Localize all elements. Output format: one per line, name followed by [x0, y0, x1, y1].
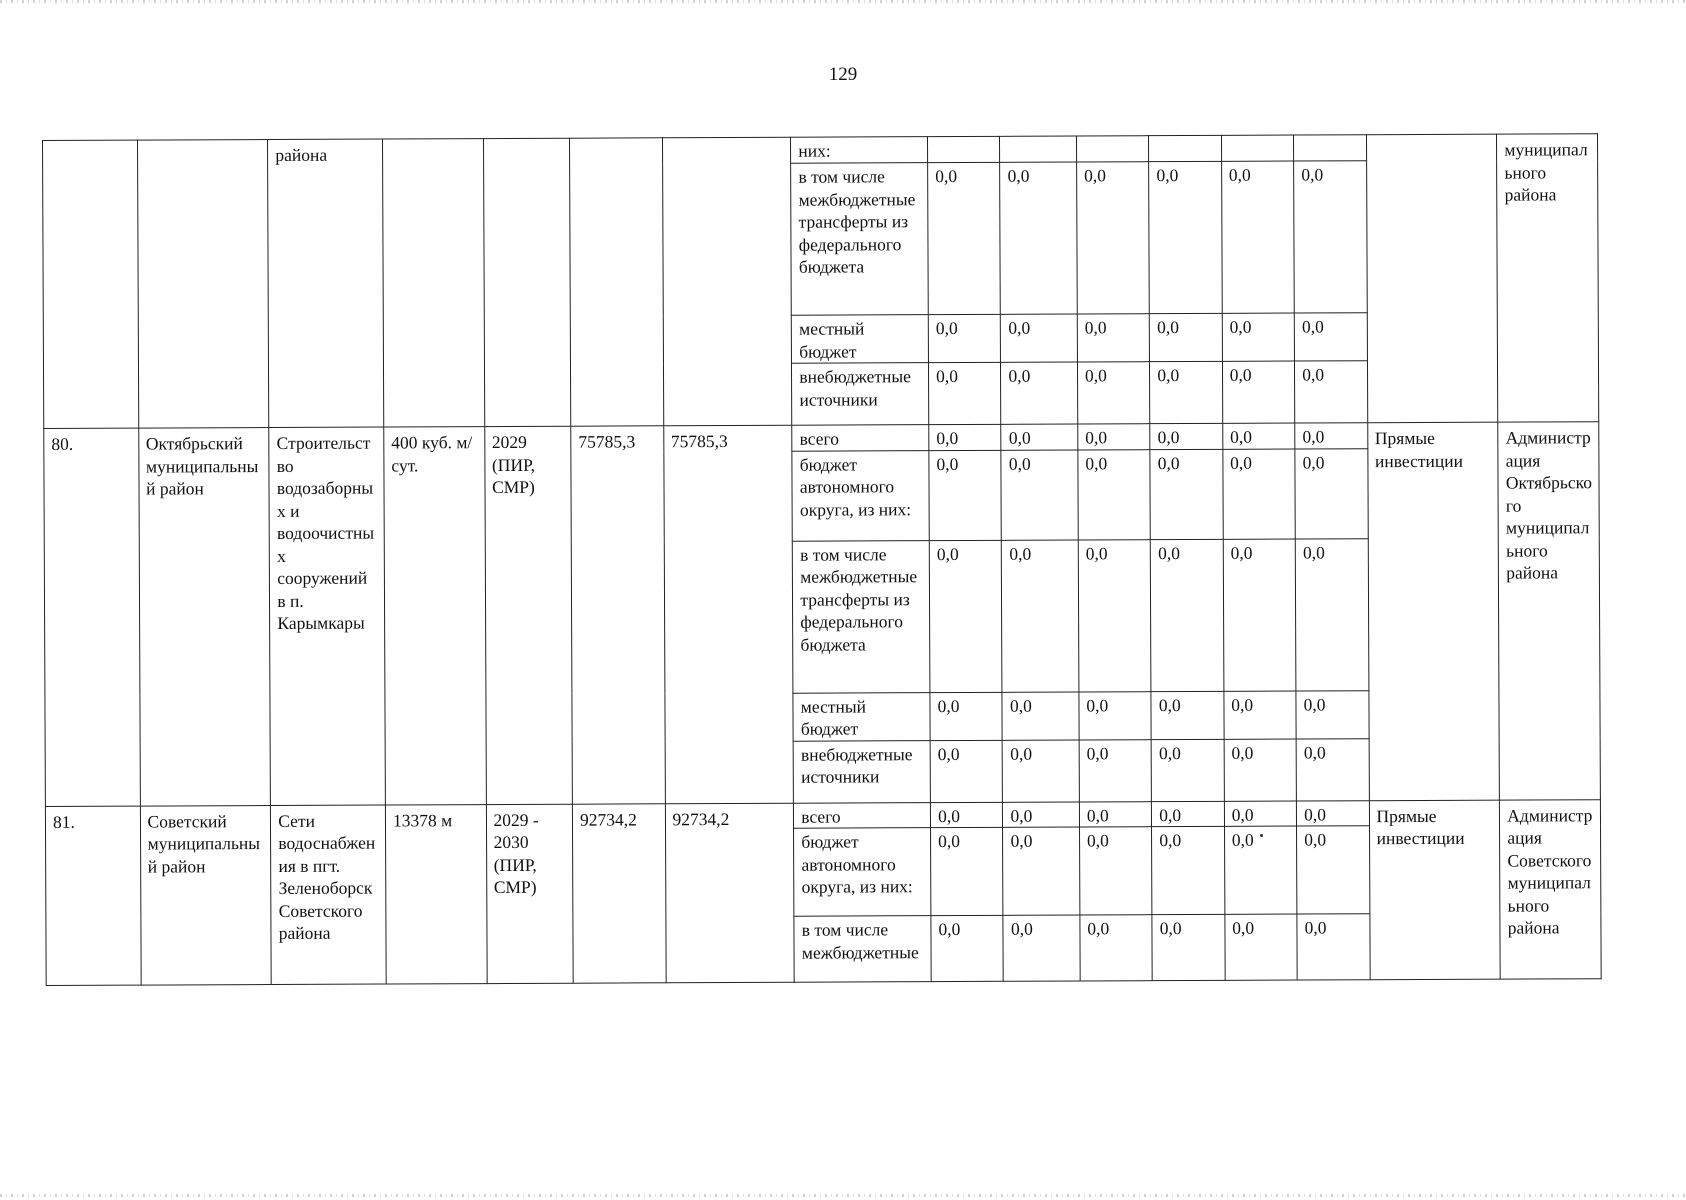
cell-year-value: 0,0 [929, 450, 1002, 540]
cell-year-value: 0,0 [1221, 161, 1294, 313]
cell-capacity: 400 куб. м/сут. [384, 427, 486, 805]
cell-year-value: 0,0 [1080, 915, 1153, 981]
cell-year-value: 0,0 [1222, 313, 1295, 361]
cell-year-value: 0,0 [929, 424, 1002, 450]
cell-year-value: 0,0 [1151, 739, 1224, 801]
cell-year-value: 0,0 [931, 915, 1004, 981]
cell-responsible: Администрация Октябрьского муниципального района [1498, 422, 1600, 800]
cell-year-value [1221, 135, 1294, 161]
cell-number: 80. [44, 428, 140, 806]
cell-funding-source: местный бюджет [793, 692, 930, 741]
cell-funding-source: внебюджетные источники [793, 740, 930, 803]
cell-year-value: 0,0 [929, 362, 1002, 424]
cell-year-value: 0,0 [1001, 424, 1078, 450]
cell-cost-total: 75785,3 [571, 426, 665, 804]
cell-capacity: 13378 м [385, 804, 486, 984]
cell-period: 2029 - 2030 (ПИР, СМР) [486, 804, 573, 984]
cell-funding-source: них: [791, 137, 928, 164]
cell-number: 81. [45, 806, 140, 986]
cell-year-value: 0,0 [1002, 539, 1079, 691]
cell-year-value: 0,0 [1295, 361, 1368, 423]
cell-district [137, 140, 269, 429]
cell-funding-source: в том числе межбюджетные трансферты из федерального бюджета [793, 540, 930, 693]
cell-year-value: 0,0 [1294, 161, 1367, 313]
cell-number [43, 140, 139, 428]
cell-investment-form [1366, 134, 1498, 423]
cell-year-value: 0,0 [1078, 539, 1151, 691]
cell-year-value: 0,0 [1297, 914, 1370, 980]
cell-object: Сети водоснабжения в пгт. Зеленоборск Советского района [271, 805, 386, 985]
cell-year-value: 0,0 [1078, 449, 1151, 539]
cell-funding-source: бюджет автономного округа, из них: [792, 450, 929, 541]
cell-year-value: 0,0 [1001, 362, 1078, 424]
cell-cost-remaining: 75785,3 [663, 425, 793, 803]
cell-object: Строительство водозаборных и водоочистных сооружений в п. Карымкары [269, 427, 385, 805]
cell-year-value: 0,0 [1152, 914, 1225, 980]
cell-year-value: 0,0 [1078, 424, 1151, 450]
cell-investment-form: Прямые инвестиции [1369, 800, 1501, 980]
cell-year-value: 0,0 [1079, 827, 1152, 915]
cell-year-value: 0,0 [1222, 361, 1295, 423]
cell-year-value [1000, 136, 1077, 162]
cell-year-value: 0,0 [1003, 915, 1080, 981]
cell-year-value: 0,0 [1150, 423, 1223, 449]
cell-period: 2029 (ПИР, СМР) [484, 426, 572, 804]
cell-funding-source: бюджет автономного округа, из них: [794, 828, 931, 917]
page-number: 129 [828, 64, 858, 85]
cell-year-value: 0,0 [1000, 162, 1077, 314]
cell-year-value: 0,0 [1223, 539, 1296, 691]
cell-funding-source: в том числе межбюджетные трансферты из федерального бюджета [791, 163, 928, 316]
cell-investment-form: Прямые инвестиции [1367, 422, 1499, 800]
cell-year-value: 0,0 [1222, 423, 1295, 449]
cell-cost-remaining [662, 137, 792, 426]
cell-year-value: 0,0 [1295, 538, 1368, 690]
cell-year-value [1294, 135, 1367, 161]
cell-year-value: 0,0 [1152, 801, 1225, 827]
cell-period [483, 138, 571, 426]
cell-year-value: 0,0 [1151, 691, 1224, 739]
cell-year-value: 0,0 [1296, 738, 1369, 800]
cell-responsible: муниципального района [1497, 134, 1599, 422]
cell-year-value: 0,0 [1150, 361, 1223, 423]
investment-table [42, 133, 1602, 986]
cell-year-value: 0,0 [1152, 826, 1225, 914]
cell-year-value: 0,0 [930, 802, 1003, 828]
cell-year-value: 0,0 [1003, 801, 1080, 827]
cell-year-value: 0,0 [1295, 423, 1368, 449]
cell-year-value: 0,0 [1224, 801, 1297, 827]
cell-district: Октябрьский муниципальный район [138, 428, 270, 806]
cell-capacity [382, 139, 484, 427]
cell-year-value [1076, 136, 1149, 162]
cell-year-value: 0,0 [1077, 314, 1150, 362]
cell-year-value: 0,0 [1003, 739, 1080, 801]
cell-year-value: 0,0 [930, 692, 1003, 740]
cell-year-value [928, 136, 1001, 162]
scan-edge-bottom [0, 1194, 1686, 1197]
cell-year-value: 0,0 [1077, 362, 1150, 424]
cell-cost-total: 92734,2 [572, 803, 665, 983]
cell-year-value: 0,0 [1297, 800, 1370, 826]
cell-year-value: 0,0 [1079, 739, 1152, 801]
cell-year-value: 0,0 [929, 540, 1002, 692]
cell-year-value: 0,0 [1077, 162, 1150, 314]
cell-funding-source: всего [792, 425, 929, 451]
cell-funding-source: всего [794, 802, 931, 828]
cell-year-value: 0,0 [928, 162, 1001, 314]
cell-cost-remaining: 92734,2 [665, 803, 795, 983]
cell-funding-source: внебюджетные источники [792, 363, 929, 426]
cell-year-value: 0,0 [1002, 691, 1079, 739]
cell-year-value: 0,0 [1001, 449, 1078, 539]
cell-year-value: 0,0 [1223, 449, 1296, 539]
cell-responsible: Администрация Советского муниципального района [1500, 799, 1601, 979]
cell-year-value: 0,0 [1079, 691, 1152, 739]
cell-year-value: 0,0 [1003, 827, 1080, 915]
cell-year-value: 0,0 [1224, 739, 1297, 801]
cell-year-value: 0,0 [1079, 801, 1152, 827]
cell-year-value: 0,0 [1001, 314, 1078, 362]
cell-year-value: 0,0 [928, 314, 1001, 362]
cell-year-value: 0,0 [1150, 313, 1223, 361]
cell-year-value: 0,0 [1296, 690, 1369, 738]
cell-year-value: 0,0 [1295, 448, 1368, 538]
cell-year-value: 0,0 [1297, 826, 1370, 914]
cell-funding-source: местный бюджет [792, 315, 929, 364]
cell-year-value: 0,0 [1225, 914, 1298, 980]
cell-cost-total [570, 138, 664, 426]
cell-year-value: 0,0 [1151, 539, 1224, 691]
cell-object: района [268, 139, 384, 427]
cell-year-value: 0,0 [1294, 313, 1367, 361]
cell-year-value: 0,0 [1150, 449, 1223, 539]
cell-funding-source: в том числе межбюджетные [794, 916, 931, 983]
cell-year-value: 0,0 [1149, 161, 1222, 313]
cell-year-value: 0,0 [930, 740, 1003, 802]
cell-year-value: 0,0 [931, 827, 1004, 915]
cell-year-value: 0,0 [1224, 691, 1297, 739]
cell-district: Советский муниципальный район [140, 805, 272, 985]
cell-year-value [1149, 135, 1222, 161]
scan-dot-mark [1260, 834, 1263, 837]
cell-year-value: 0,0 [1224, 826, 1297, 914]
scan-edge-top [0, 0, 1686, 3]
